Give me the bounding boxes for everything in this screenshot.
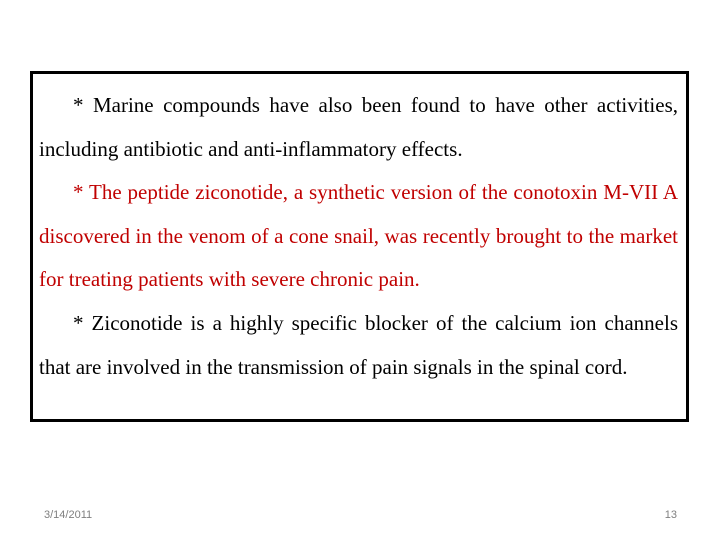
paragraph-marine-compounds: * Marine compounds have also been found to have other activities, including antibiotic and anti-inflammatory effects. bbox=[39, 93, 678, 161]
content-text-box bbox=[30, 71, 689, 422]
paragraph-ziconotide-peptide: * The peptide ziconotide, a synthetic version of the conotoxin M-VII A discovered in the venom of a cone snail, was recently brought to the market for treating patients with severe chronic pain. bbox=[39, 180, 678, 292]
footer-page-number: 13 bbox=[664, 509, 677, 521]
paragraph-ziconotide-blocker: * Ziconotide is a highly specific blocker of the calcium ion channels that are involved in the transmission of pain signals in the spinal cord. bbox=[39, 310, 678, 379]
footer-date: 3/14/2011 bbox=[44, 509, 93, 521]
